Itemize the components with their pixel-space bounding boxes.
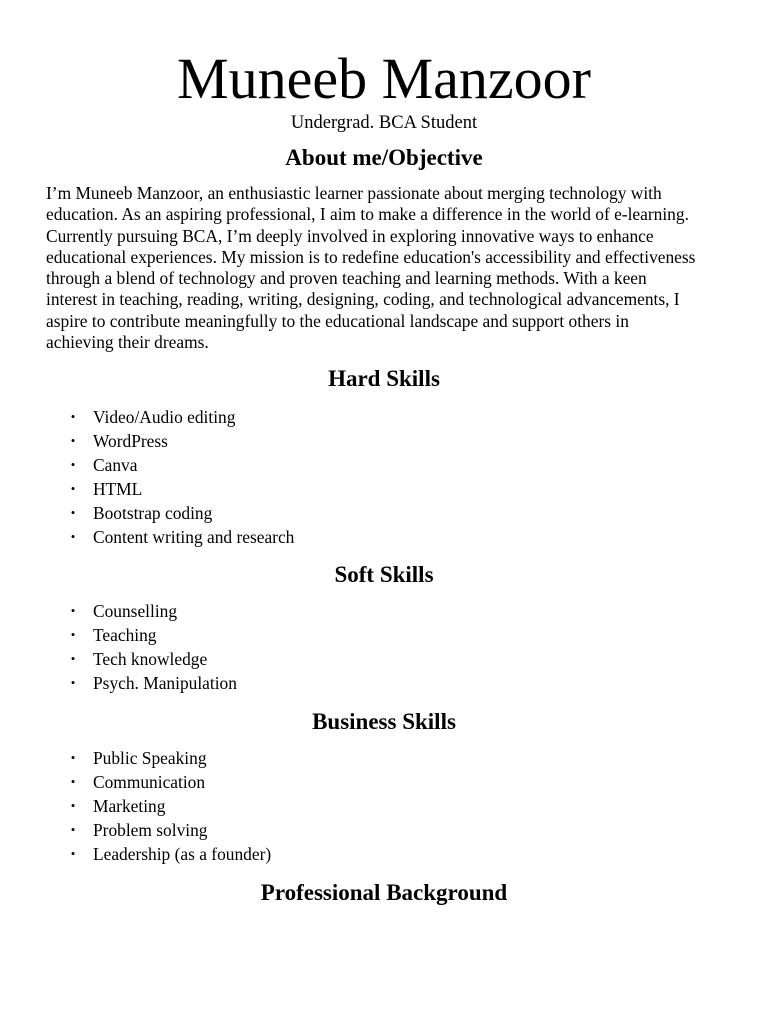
bullet-icon: •	[70, 651, 76, 666]
list-item	[0, 671, 237, 695]
bullet-icon: •	[70, 603, 76, 618]
objective-line: aspire to contribute meaningfully to the educational landscape and support others in	[46, 310, 629, 331]
bullet-icon: •	[70, 774, 76, 789]
objective-line: interest in teaching, reading, writing, designing, coding, and technological advancements, I	[46, 289, 680, 310]
objective-line: Currently pursuing BCA, I’m deeply involved in exploring innovative ways to enhance	[46, 225, 654, 246]
list-item	[0, 818, 271, 842]
objective-line: I’m Muneeb Manzoor, an enthusiastic learner passionate about merging technology with	[46, 183, 662, 203]
bullet-icon: •	[70, 846, 76, 861]
soft-skills-heading: Soft Skills	[334, 562, 434, 587]
hard-skills-heading: Hard Skills	[328, 366, 440, 391]
bullet-icon: •	[70, 409, 76, 424]
business-skills-list	[0, 746, 271, 866]
bullet-icon: •	[70, 457, 76, 472]
business-skills-heading: Business Skills	[312, 709, 456, 734]
list-item-label: Psych. Manipulation	[93, 673, 237, 693]
list-item	[0, 599, 237, 623]
list-item-label: Canva	[93, 455, 138, 475]
list-item	[0, 429, 294, 453]
objective-line: educational experiences. My mission is to redefine education's accessibility and effectiveness	[46, 246, 696, 267]
list-item	[0, 525, 294, 549]
list-item-label: Video/Audio editing	[93, 407, 236, 427]
objective-line: education. As an aspiring professional, I aim to make a difference in the world of e-learning.	[46, 204, 689, 225]
bullet-icon: •	[70, 750, 76, 765]
list-item-label: Leadership (as a founder)	[93, 844, 272, 864]
objective-line: achieving their dreams.	[46, 332, 209, 353]
bullet-icon: •	[70, 529, 76, 544]
bullet-icon: •	[70, 627, 76, 642]
resume-subtitle: Undergrad. BCA Student	[290, 113, 478, 133]
list-item-label: Counselling	[93, 601, 178, 621]
list-item-label: Marketing	[93, 796, 166, 816]
bullet-icon: •	[70, 798, 76, 813]
resume-name: Muneeb Manzoor	[177, 46, 591, 111]
list-item	[0, 623, 237, 647]
list-item-label: Communication	[93, 772, 206, 792]
list-item	[0, 842, 271, 866]
list-item	[0, 405, 294, 429]
list-item-label: Tech knowledge	[93, 649, 208, 669]
bullet-icon: •	[70, 675, 76, 690]
list-item-label: Problem solving	[93, 820, 208, 840]
list-item	[0, 501, 294, 525]
objective-paragraph	[46, 183, 736, 353]
bullet-icon: •	[70, 822, 76, 837]
bullet-icon: •	[70, 505, 76, 520]
list-item-label: Teaching	[93, 625, 157, 645]
list-item	[0, 794, 271, 818]
bullet-icon: •	[70, 433, 76, 448]
list-item-label: Bootstrap coding	[93, 503, 213, 523]
list-item	[0, 453, 294, 477]
list-item	[0, 477, 294, 501]
professional-background-heading: Professional Background	[260, 880, 508, 905]
list-item	[0, 770, 271, 794]
hard-skills-list	[0, 405, 294, 549]
soft-skills-list	[0, 599, 237, 695]
list-item	[0, 647, 237, 671]
list-item-label: Content writing and research	[93, 527, 295, 547]
bullet-icon: •	[70, 481, 76, 496]
list-item	[0, 746, 271, 770]
list-item-label: Public Speaking	[93, 748, 207, 768]
objective-line: through a blend of technology and proven teaching and learning methods. With a keen	[46, 268, 647, 289]
objective-heading: About me/Objective	[285, 145, 483, 170]
list-item-label: WordPress	[93, 431, 168, 451]
list-item-label: HTML	[93, 479, 143, 499]
